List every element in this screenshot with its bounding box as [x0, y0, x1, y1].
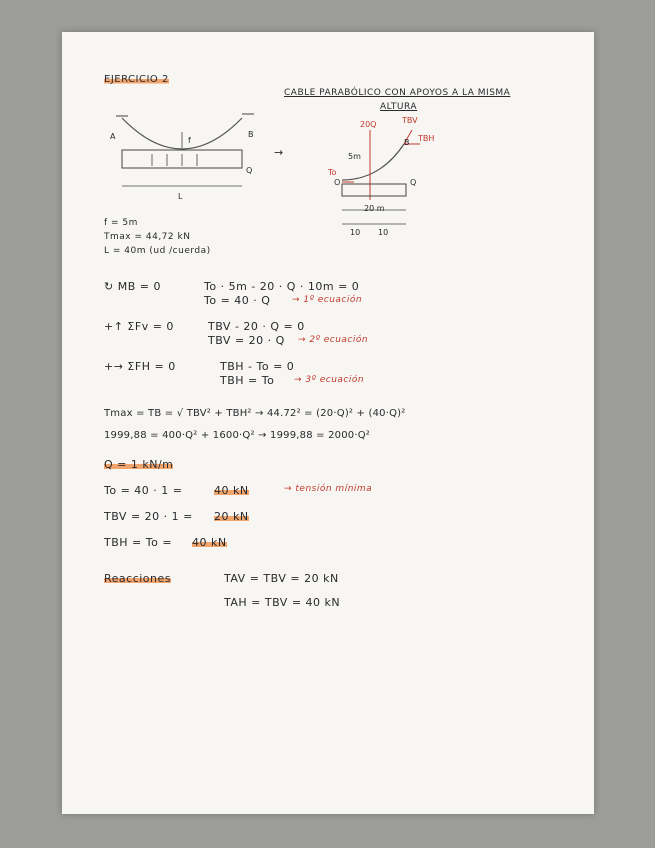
moment-note: → 1º ecuación: [292, 295, 363, 305]
label-5m: 5m: [348, 152, 361, 161]
result-q: Q = 1 kN/m: [104, 458, 174, 471]
label-B2: B: [404, 138, 410, 147]
vertical-l2: TBV = 20 · Q: [208, 334, 285, 347]
label-TBH: TBH: [418, 134, 435, 143]
label-L: L: [178, 192, 183, 201]
exercise-title: EJERCICIO 2: [104, 74, 169, 85]
label-B: B: [248, 130, 254, 139]
moment-l1: To · 5m - 20 · Q · 10m = 0: [204, 280, 360, 293]
result-tbv-val: 20 kN: [214, 510, 249, 523]
horizontal-lhs: +→ ΣFH = 0: [104, 360, 176, 373]
result-tbv-lhs: TBV = 20 · 1 =: [104, 510, 193, 523]
free-body-diagram: [340, 120, 430, 230]
notebook-page: [62, 32, 594, 814]
label-TBV: TBV: [402, 116, 418, 125]
reactions-line2: TAH = TBV = 40 kN: [224, 596, 341, 609]
given-f: f = 5m: [104, 218, 138, 228]
tmax-line2: 1999,88 = 400·Q² + 1600·Q² → 1999,88 = 2000·Q²: [104, 430, 371, 441]
label-10a: 10: [350, 228, 361, 237]
subtitle-line2: ALTURA: [380, 102, 418, 112]
label-Q2: Q: [410, 178, 417, 187]
label-20Q: 20Q: [360, 120, 377, 129]
vertical-l1: TBV - 20 · Q = 0: [208, 320, 305, 333]
vertical-lhs: +↑ ΣFv = 0: [104, 320, 174, 333]
given-L: L = 40m (ud /cuerda): [104, 246, 211, 256]
subtitle-line1: CABLE PARABÓLICO CON APOYOS A LA MISMA: [284, 88, 511, 98]
reactions-line1: TAV = TBV = 20 kN: [224, 572, 339, 585]
label-10b: 10: [378, 228, 389, 237]
moment-l2: To = 40 · Q: [204, 294, 271, 307]
label-A: A: [110, 132, 116, 141]
horizontal-l1: TBH - To = 0: [220, 360, 295, 373]
label-f: f: [188, 136, 191, 145]
cable-diagram: [112, 110, 262, 210]
horizontal-l2: TBH = To: [220, 374, 275, 387]
result-to-note: → tensión mínima: [284, 484, 373, 494]
label-Q: Q: [246, 166, 253, 175]
tmax-line1: Tmax = TB = √ TBV² + TBH² → 44.72² = (20·Q)² + (40·Q)²: [104, 408, 406, 419]
label-O: O: [334, 178, 341, 187]
result-tbh-val: 40 kN: [192, 536, 227, 549]
label-To: To: [328, 168, 337, 177]
arrow-right-icon: →: [274, 146, 284, 159]
result-to-lhs: To = 40 · 1 =: [104, 484, 183, 497]
reactions-label: Reacciones: [104, 572, 172, 585]
horizontal-note: → 3º ecuación: [294, 375, 365, 385]
given-tmax: Tmax = 44,72 kN: [104, 232, 191, 242]
label-20m: 20 m: [364, 204, 385, 213]
result-tbh-lhs: TBH = To =: [104, 536, 173, 549]
moment-lhs: ↻ MB = 0: [104, 280, 161, 293]
vertical-note: → 2º ecuación: [298, 335, 369, 345]
result-to-val: 40 kN: [214, 484, 249, 497]
